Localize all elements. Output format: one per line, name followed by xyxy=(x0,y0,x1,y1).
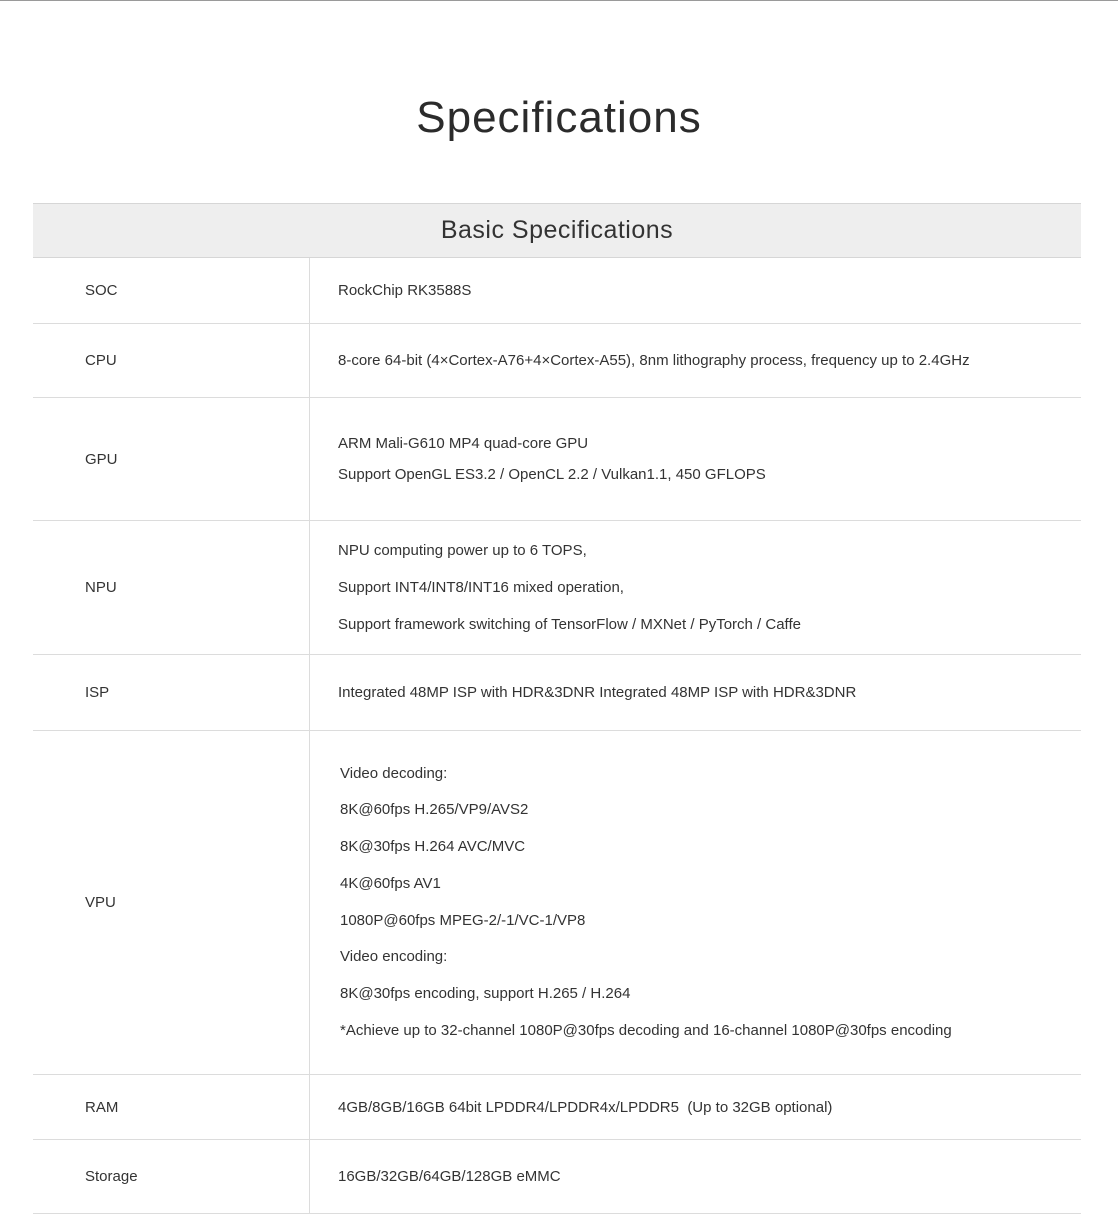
spec-row-vpu xyxy=(33,731,1081,1075)
spec-line: 8K@30fps H.264 AVC/MVC xyxy=(340,838,526,856)
spec-line: Support framework switching of TensorFlow / MXNet / PyTorch / Caffe xyxy=(338,616,801,633)
spec-label: CPU xyxy=(33,324,310,397)
spec-line: 8-core 64-bit (4×Cortex-A76+4×Cortex-A55), 8nm lithography process, frequency up to 2.4GHz xyxy=(338,352,970,369)
spec-line: Video encoding: xyxy=(340,948,448,966)
spec-label: ISP xyxy=(33,655,310,730)
spec-value xyxy=(310,655,1081,730)
spec-table xyxy=(33,203,1081,1214)
spec-line: NPU computing power up to 6 TOPS, xyxy=(338,542,587,559)
spec-line: 1080P@60fps MPEG-2/-1/VC-1/VP8 xyxy=(340,911,586,929)
page-title: Specifications xyxy=(416,93,702,142)
spec-value xyxy=(310,324,1081,397)
spec-value xyxy=(310,398,1081,520)
spec-line: RockChip RK3588S xyxy=(338,282,472,299)
spec-line: 16GB/32GB/64GB/128GB eMMC xyxy=(338,1168,561,1185)
spec-value xyxy=(310,521,1081,654)
spec-line: 4K@60fps AV1 xyxy=(340,874,441,892)
spec-label: Storage xyxy=(33,1140,310,1213)
spec-value xyxy=(310,1075,1081,1139)
section-header: Basic Specifications xyxy=(33,203,1081,258)
spec-row-cpu xyxy=(33,324,1081,398)
spec-line: ARM Mali-G610 MP4 quad-core GPU xyxy=(338,435,589,452)
spec-label: VPU xyxy=(33,731,310,1074)
spec-row-storage xyxy=(33,1140,1081,1214)
spec-row-ram xyxy=(33,1075,1081,1140)
spec-line: 4GB/8GB/16GB 64bit LPDDR4/LPDDR4x/LPDDR5 (Up to 32GB optional) xyxy=(338,1098,833,1116)
spec-line: Support INT4/INT8/INT16 mixed operation, xyxy=(338,579,624,596)
spec-label: SOC xyxy=(33,258,310,323)
spec-label: NPU xyxy=(33,521,310,654)
spec-value xyxy=(310,258,1081,323)
spec-label: RAM xyxy=(33,1075,310,1139)
spec-value xyxy=(310,1140,1081,1213)
spec-line: Video decoding: xyxy=(340,764,448,782)
spec-row-soc xyxy=(33,258,1081,324)
top-divider xyxy=(0,0,1118,1)
spec-line: 8K@60fps H.265/VP9/AVS2 xyxy=(340,801,529,819)
spec-row-isp xyxy=(33,655,1081,731)
spec-label: GPU xyxy=(33,398,310,520)
spec-value xyxy=(310,731,1081,1074)
spec-line: 8K@30fps encoding, support H.265 / H.264 xyxy=(340,984,631,1002)
spec-row-gpu xyxy=(33,398,1081,521)
spec-row-npu xyxy=(33,521,1081,655)
spec-line: Support OpenGL ES3.2 / OpenCL 2.2 / Vulkan1.1, 450 GFLOPS xyxy=(338,466,766,483)
spec-line: *Achieve up to 32-channel 1080P@30fps decoding and 16-channel 1080P@30fps encoding xyxy=(340,1021,952,1039)
spec-line: Integrated 48MP ISP with HDR&3DNR Integrated 48MP ISP with HDR&3DNR xyxy=(338,684,857,701)
